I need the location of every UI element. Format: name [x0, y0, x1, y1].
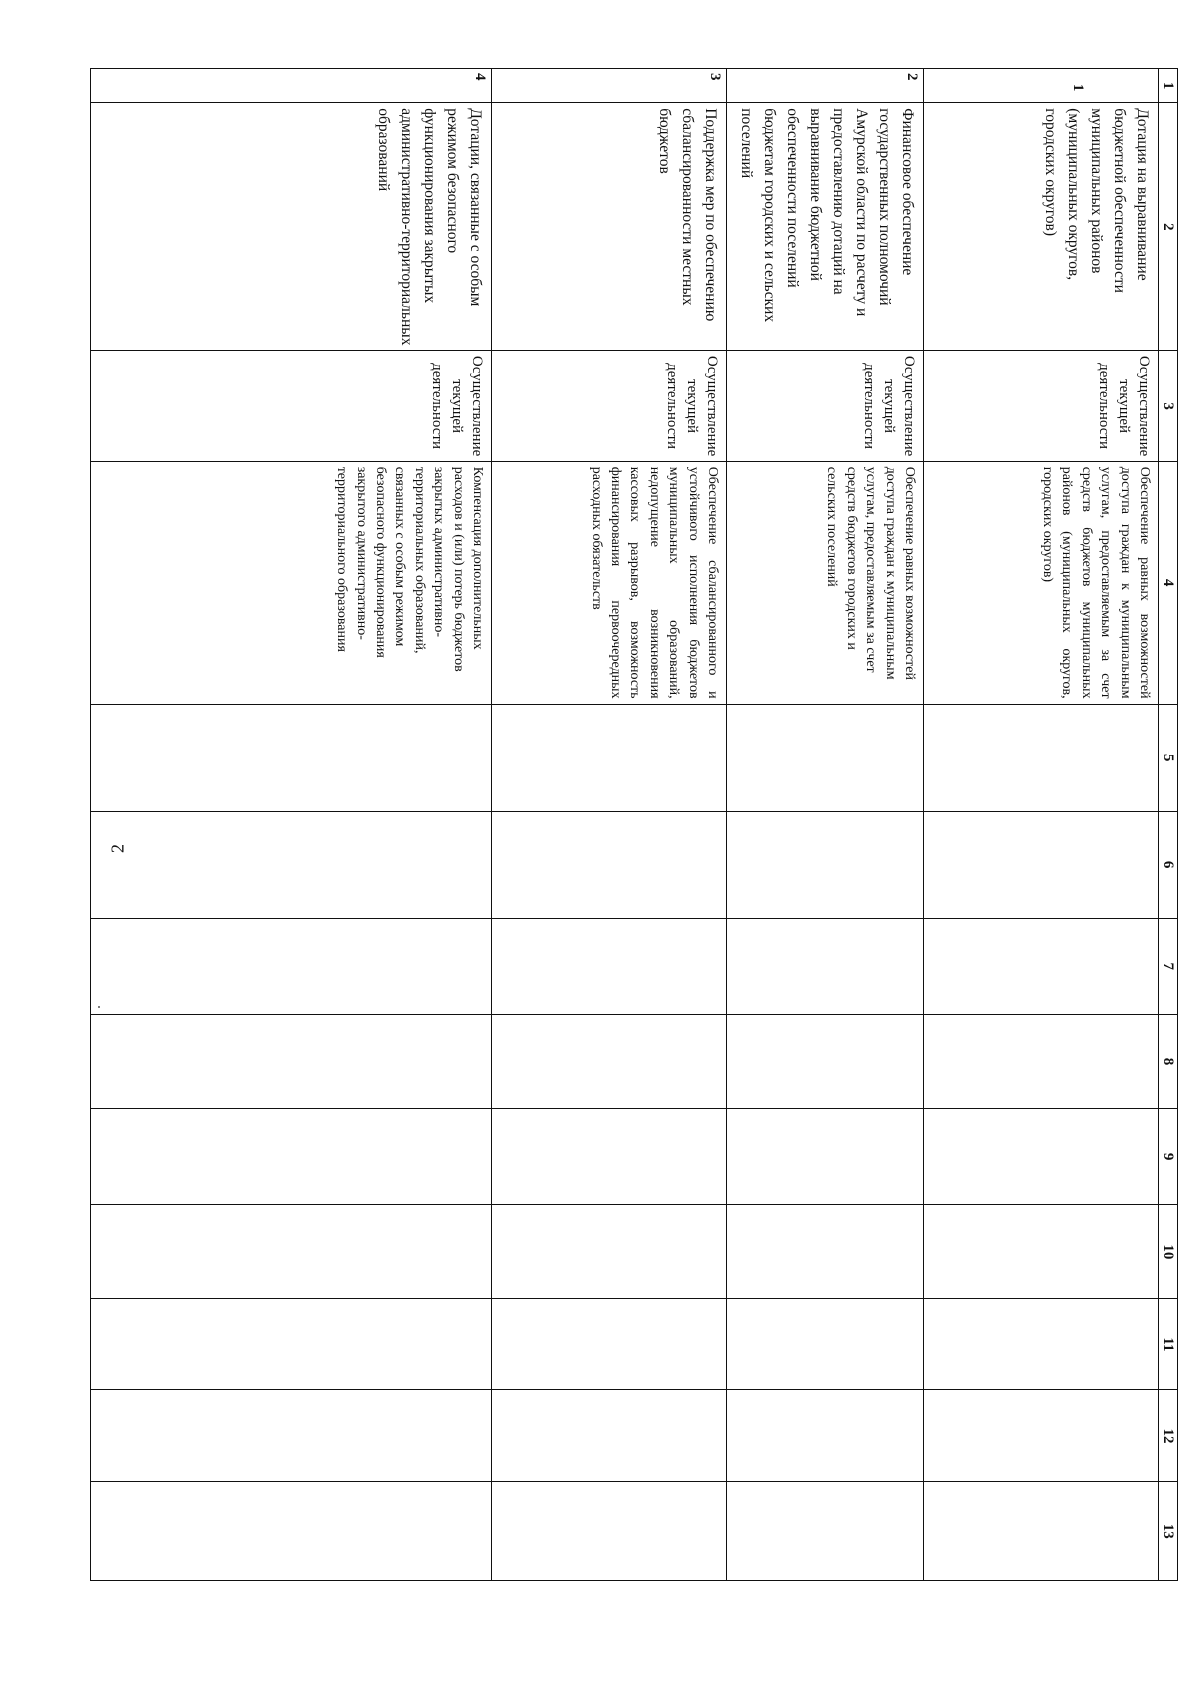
- empty-cell: [91, 811, 492, 918]
- empty-cell: [727, 1014, 924, 1108]
- row-type: Осуществление текущей деятельности: [727, 351, 924, 461]
- table-row: [924, 69, 1159, 1581]
- empty-cell: [924, 1390, 1159, 1482]
- col-header-8: 8: [1159, 1014, 1178, 1108]
- empty-cell: [924, 1205, 1159, 1299]
- table-row: [727, 69, 924, 1581]
- empty-cell: [727, 918, 924, 1014]
- empty-cell: [727, 1109, 924, 1205]
- empty-cell: [91, 1299, 492, 1390]
- col-header-6: 6: [1159, 811, 1178, 918]
- program-table: [90, 68, 1178, 1581]
- col-header-7: 7: [1159, 918, 1178, 1014]
- row-name: Поддержка мер по обеспечению сбалансированности местных бюджетов: [492, 103, 727, 351]
- empty-cell: [492, 1390, 727, 1482]
- row-purpose: Обеспечение сбалансированного и устойчивого исполнения бюджетов муниципальных образований, недопущение возникновения кассовых разрывов, возможность финансирования первоочередных расходных обязательств: [492, 461, 727, 704]
- row-type: Осуществление текущей деятельности: [492, 351, 727, 461]
- col-header-1: 1: [1159, 69, 1178, 103]
- row-number: 2: [727, 69, 924, 103]
- row-purpose: Обеспечение равных возможностей доступа граждан к муниципальным услугам, предоставляемым за счет средств бюджетов муниципальных районов (муниципальных округов, городских округов): [924, 461, 1159, 704]
- col-header-9: 9: [1159, 1109, 1178, 1205]
- empty-cell: [492, 704, 727, 811]
- row-purpose: Обеспечение равных возможностей доступа граждан к муниципальным услугам, предоставляемым за счет средств бюджетов городских и сельских поселений: [727, 461, 924, 704]
- page-number: 2: [107, 844, 128, 853]
- row-name: Дотации, связанные с особым режимом безопасного функционирования закрытых административно-территориальных образований: [91, 103, 492, 351]
- header-row: [1159, 69, 1178, 1581]
- empty-cell: [727, 1205, 924, 1299]
- empty-cell: [91, 1390, 492, 1482]
- col-header-10: 10: [1159, 1205, 1178, 1299]
- empty-cell: [492, 1109, 727, 1205]
- row-type: Осуществление текущей деятельности: [924, 351, 1159, 461]
- col-header-3: 3: [1159, 351, 1178, 461]
- rotated-table-sheet: [182, 68, 1178, 1581]
- empty-cell: [727, 1482, 924, 1581]
- empty-cell: [91, 918, 492, 1014]
- empty-cell: [924, 811, 1159, 918]
- row-number: 1: [924, 69, 1159, 103]
- empty-cell: [91, 1109, 492, 1205]
- row-number: 3: [492, 69, 727, 103]
- empty-cell: [924, 704, 1159, 811]
- empty-cell: [727, 1390, 924, 1482]
- table-row: [492, 69, 727, 1581]
- row-type: Осуществление текущей деятельности: [91, 351, 492, 461]
- empty-cell: [91, 1482, 492, 1581]
- empty-cell: [492, 1482, 727, 1581]
- empty-cell: [924, 918, 1159, 1014]
- empty-cell: [924, 1299, 1159, 1390]
- col-header-2: 2: [1159, 103, 1178, 351]
- empty-cell: [492, 918, 727, 1014]
- empty-cell: [492, 1205, 727, 1299]
- row-name: Дотация на выравнивание бюджетной обеспеченности муниципальных районов (муниципальных округов, городских округов): [924, 103, 1159, 351]
- empty-cell: [924, 1014, 1159, 1108]
- empty-cell: [924, 1109, 1159, 1205]
- col-header-13: 13: [1159, 1482, 1178, 1581]
- empty-cell: [727, 1299, 924, 1390]
- empty-cell: [492, 1299, 727, 1390]
- row-number: 4: [91, 69, 492, 103]
- empty-cell: [492, 1014, 727, 1108]
- empty-cell: [91, 704, 492, 811]
- row-purpose: Компенсация дополнительных расходов и (или) потерь бюджетов закрытых административно-территориальных образований, связанных с особым режимом безопасного функционирования закрытого административно-территориального образования: [91, 461, 492, 704]
- empty-cell: [91, 1205, 492, 1299]
- col-header-11: 11: [1159, 1299, 1178, 1390]
- empty-cell: [924, 1482, 1159, 1581]
- empty-cell: [492, 811, 727, 918]
- table-row: [91, 69, 492, 1581]
- row-name: Финансовое обеспечение государственных полномочий Амурской области по расчету и предоставлению дотаций на выравнивание бюджетной обеспеченности поселений бюджетам городских и сельских поселений: [727, 103, 924, 351]
- col-header-4: 4: [1159, 461, 1178, 704]
- empty-cell: [727, 811, 924, 918]
- col-header-12: 12: [1159, 1390, 1178, 1482]
- empty-cell: [91, 1014, 492, 1108]
- empty-cell: [727, 704, 924, 811]
- col-header-5: 5: [1159, 704, 1178, 811]
